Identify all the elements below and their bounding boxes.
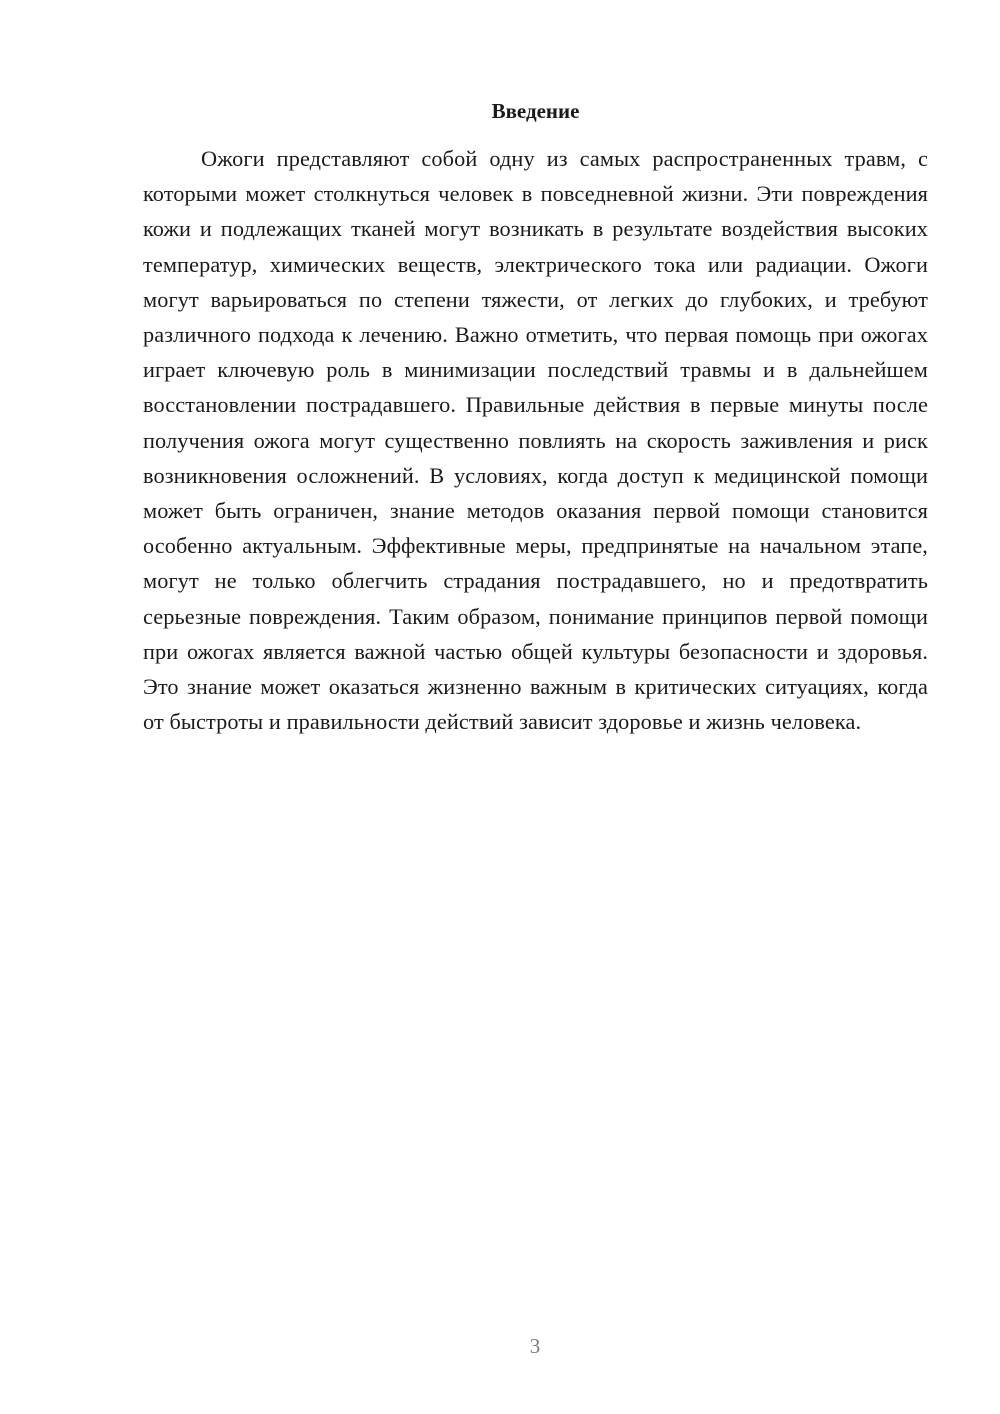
body-paragraph: Ожоги представляют собой одну из самых распространенных травм, с которыми может столкнуться человек в повседневной жизни. Эти повреждения кожи и подлежащих тканей могут возникать в результате воздействия высоких температур, химических веществ, электрического тока или радиации. Ожоги могут варьироваться по степени тяжести, от легких до глубоких, и требуют различного подхода к лечению. Важно отметить, что первая помощь при ожогах играет ключевую роль в минимизации последствий травмы и в дальнейшем восстановлении пострадавшего. Правильные действия в первые минуты после получения ожога могут существенно повлиять на скорость заживления и риск возникновения осложнений. В условиях, когда доступ к медицинской помощи может быть ограничен, знание методов оказания первой помощи становится особенно актуальным. Эффективные меры, предпринятые на начальном этапе, могут не только облегчить страдания пострадавшего, но и предотвратить серьезные повреждения. Таким образом, понимание принципов первой помощи при ожогах является важной частью общей культуры безопасности и здоровья. Это знание может оказаться жизненно важным в критических ситуациях, когда от быстроты и правильности действий зависит здоровье и жизнь человека. — [143, 146, 928, 735]
page-number: 3 — [529, 1334, 541, 1358]
section-heading: Введение — [491, 99, 580, 123]
